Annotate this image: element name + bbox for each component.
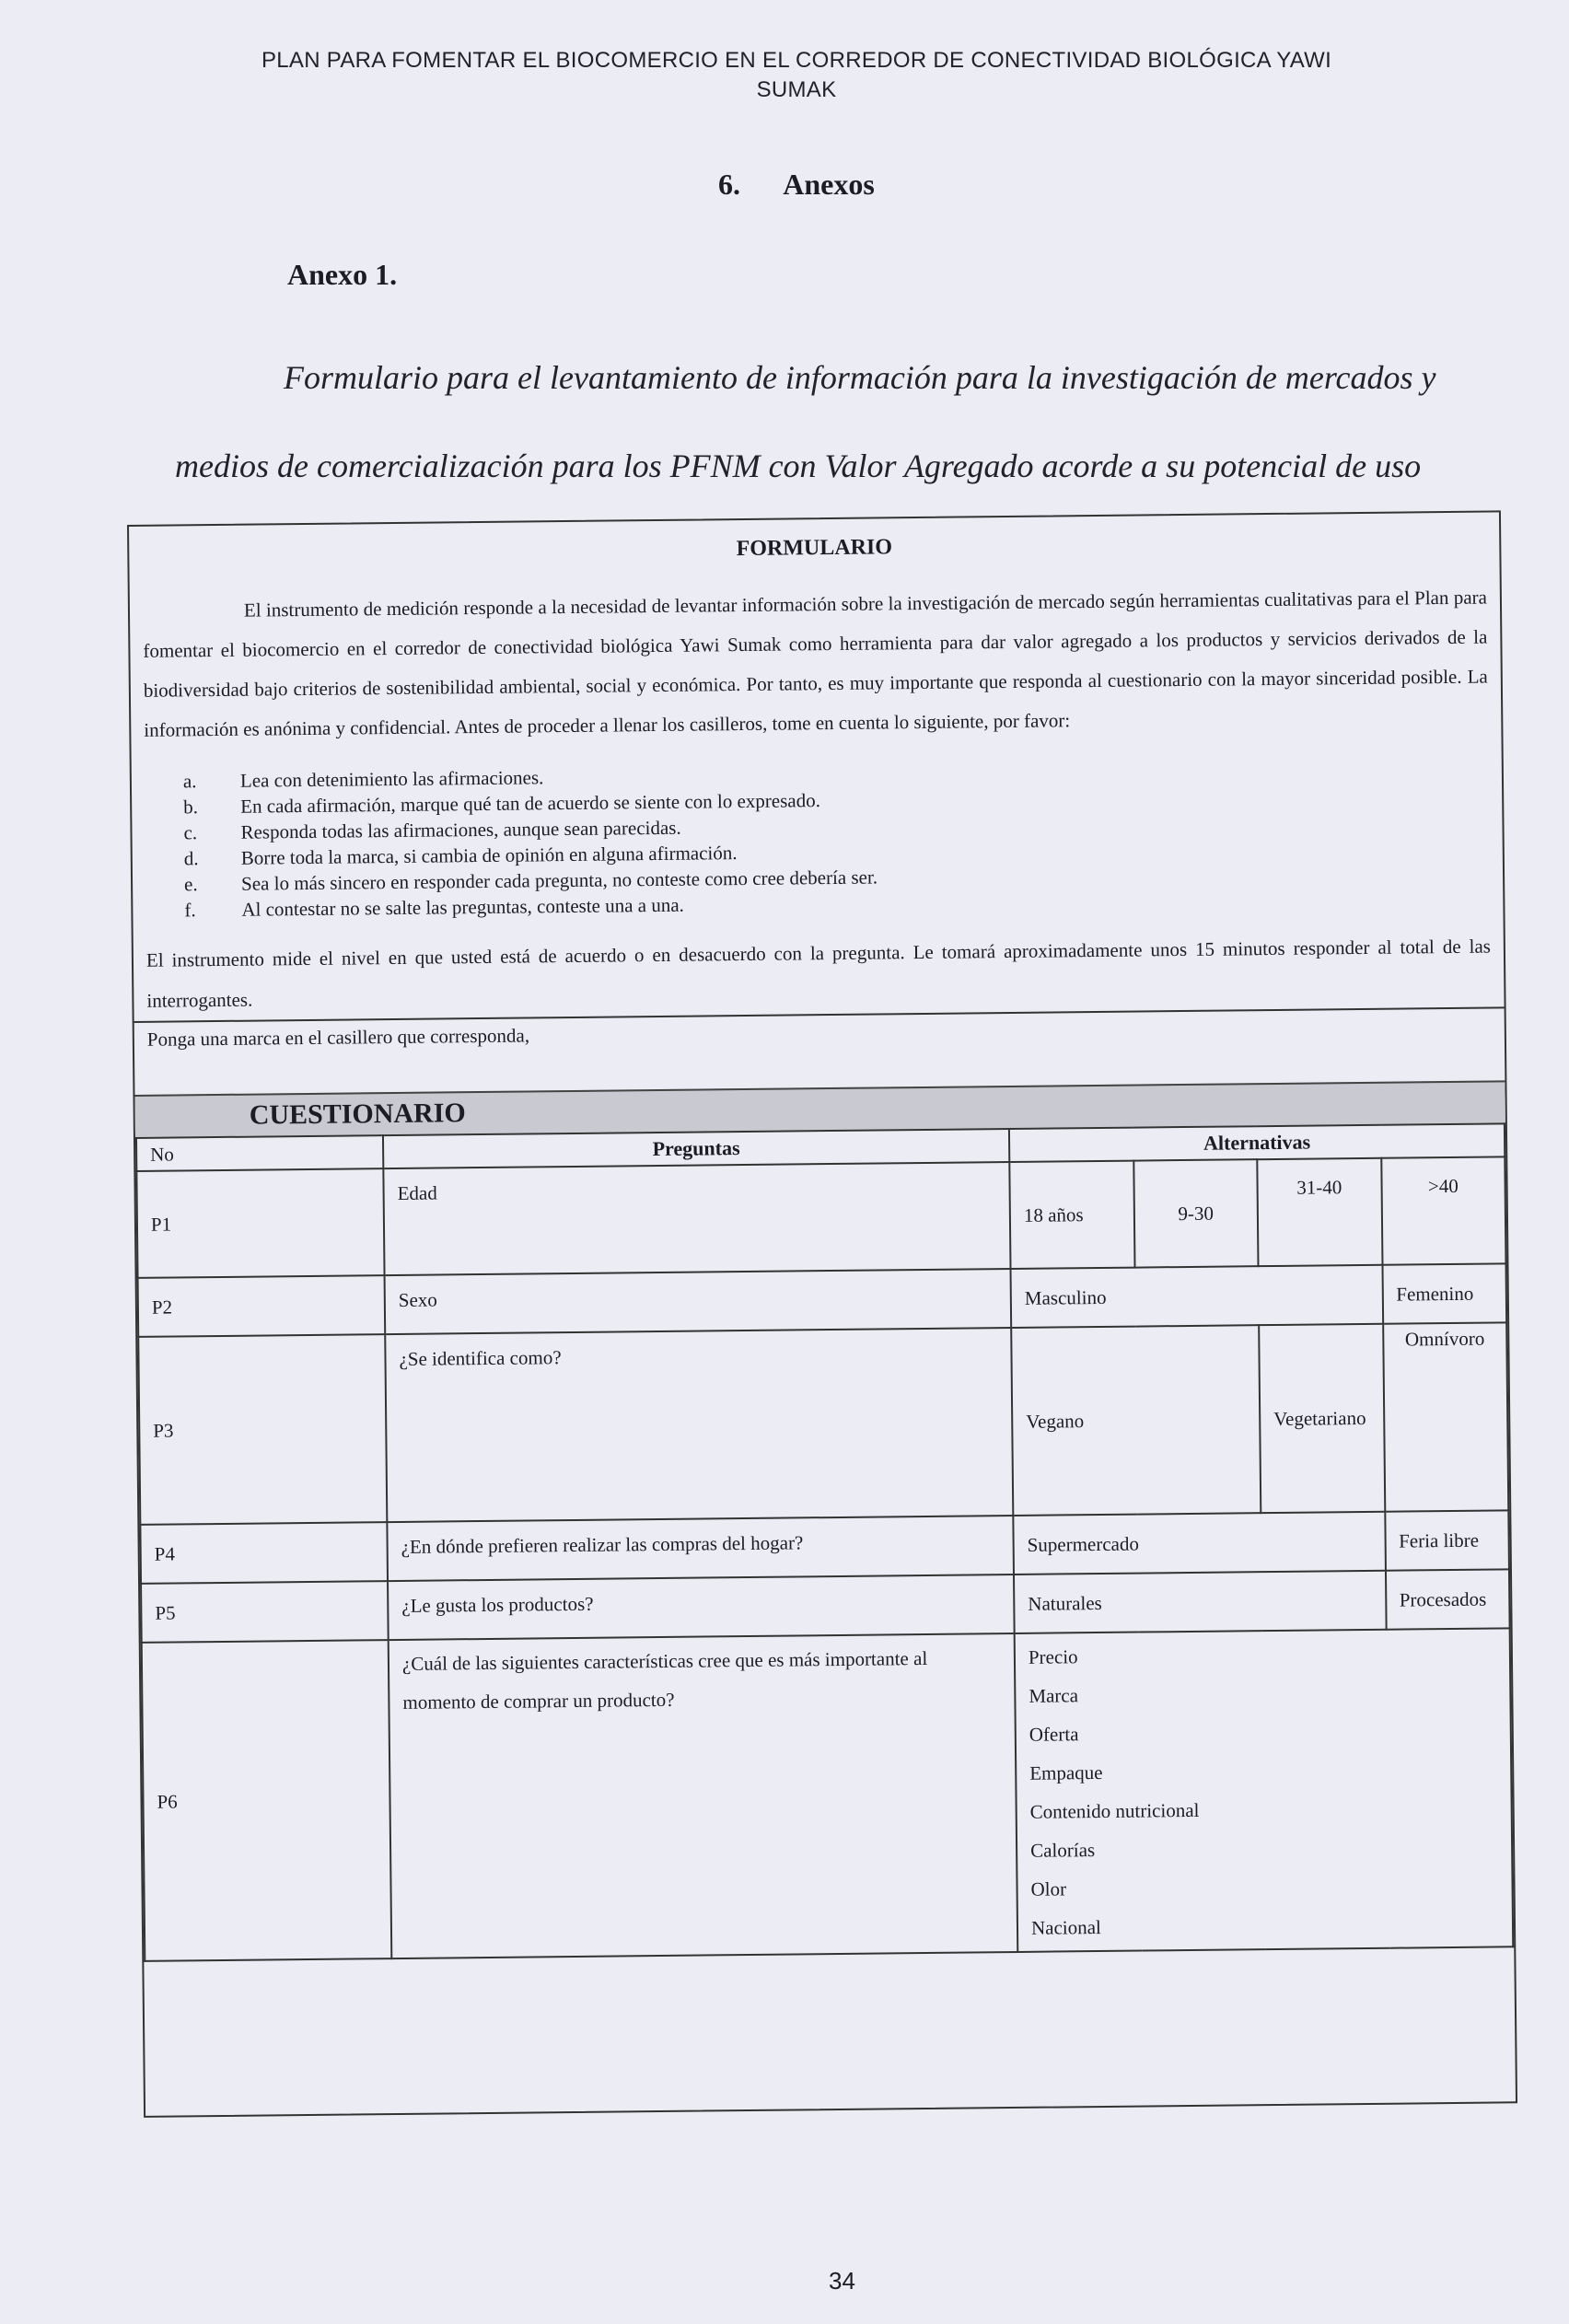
option-item[interactable]: Nacional [1030, 1916, 1101, 1939]
form-intro [143, 578, 1489, 750]
question-text: ¿Se identifica como? [385, 1328, 1013, 1522]
option-list [1029, 1633, 1499, 1946]
column-header-questions: Preguntas [383, 1129, 1009, 1168]
question-number: P6 [142, 1640, 392, 1961]
question-text: Edad [383, 1162, 1010, 1275]
instruction-mark: a. [182, 770, 197, 793]
instruction-mark: e. [183, 873, 198, 896]
document-title-line1: Formulario para el levantamiento de información para la investigación de mercados y [284, 359, 1436, 396]
running-header [184, 46, 1409, 105]
option-cell[interactable]: 31-40 [1257, 1158, 1382, 1266]
option-cell[interactable]: Vegetariano [1259, 1324, 1385, 1513]
instruction-mark: d. [183, 847, 199, 870]
question-number: P3 [138, 1334, 387, 1525]
running-header-line1: PLAN PARA FOMENTAR EL BIOCOMERCIO EN EL CORREDOR DE CONECTIVIDAD BIOLÓGICA YAWI [261, 48, 1332, 73]
section-number: 6. [718, 168, 740, 201]
table-row [138, 1322, 1508, 1525]
instruction-mark: f. [184, 899, 196, 922]
question-number: P5 [141, 1581, 389, 1643]
instruction-text: Lea con detenimiento las afirmaciones. [239, 766, 544, 792]
option-item[interactable]: Marca [1029, 1684, 1079, 1707]
instruction-mark: b. [183, 796, 199, 819]
table-row [142, 1628, 1514, 1961]
table-row [136, 1156, 1505, 1278]
option-list-cell [1015, 1628, 1514, 1952]
document-title-line2: medios de comercialización para los PFNM con Valor Agregado acorde a su potencial de uso [175, 447, 1422, 484]
section-title: Anexos [783, 168, 875, 201]
questionnaire-table [135, 1122, 1514, 1962]
instruction-list [132, 754, 1504, 924]
question-text: ¿Cuál de las siguientes características cree que es más importante al momento de comprar un producto? [389, 1633, 1018, 1958]
option-cell[interactable]: >40 [1381, 1156, 1506, 1264]
form-title: FORMULARIO [736, 535, 893, 562]
instruction-text: En cada afirmación, marque qué tan de acuerdo se siente con lo expresado. [240, 789, 821, 818]
instruction-text: Al contestar no se salte las preguntas, conteste una a una. [241, 893, 684, 921]
questionnaire-title: CUESTIONARIO [134, 1080, 1505, 1137]
option-cell[interactable]: 9-30 [1133, 1159, 1259, 1267]
option-cell[interactable]: Naturales [1014, 1571, 1386, 1633]
instruction-text: Sea lo más sincero en responder cada pregunta, no conteste como cree debería ser. [240, 866, 878, 895]
question-number: P1 [136, 1168, 384, 1278]
option-item[interactable]: Precio [1028, 1645, 1078, 1668]
mark-instruction: Ponga una marca en el casillero que corresponda, [134, 1006, 1505, 1058]
option-cell[interactable]: Femenino [1382, 1263, 1506, 1323]
instruction-mark: c. [183, 821, 198, 844]
question-text: ¿En dónde prefieren realizar las compras del hogar? [387, 1516, 1014, 1581]
option-item[interactable]: Oferta [1029, 1723, 1079, 1746]
form-box [127, 510, 1517, 2118]
annex-label: Anexo 1. [287, 258, 398, 291]
option-cell[interactable]: 18 años [1009, 1161, 1134, 1269]
option-item[interactable]: Olor [1030, 1877, 1067, 1900]
running-header-line2: SUMAK [756, 77, 837, 102]
measure-text: El instrumento mide el nivel en que usted está de acuerdo o en desacuerdo con la pregunta. Le tomará aproximadamente unos 15 minutos responder al total de las interrogantes. [145, 935, 1491, 1012]
instruction-text: Borre toda la marca, si cambia de opinión en alguna afirmación. [240, 842, 738, 869]
option-cell[interactable]: Omnívoro [1383, 1322, 1509, 1511]
column-header-alternatives: Alternativas [1009, 1123, 1505, 1162]
question-text: ¿Le gusta los productos? [388, 1575, 1015, 1640]
option-cell[interactable]: Procesados [1385, 1569, 1509, 1629]
column-header-no: No [136, 1135, 383, 1171]
question-number: P2 [138, 1275, 386, 1337]
instruction-text: Responda todas las afirmaciones, aunque sean parecidas. [240, 816, 681, 843]
option-item[interactable]: Empaque [1029, 1760, 1103, 1784]
option-cell[interactable]: Feria libre [1385, 1510, 1509, 1570]
option-cell[interactable]: Supermercado [1013, 1512, 1385, 1575]
option-item[interactable]: Contenido nutricional [1029, 1798, 1200, 1823]
option-cell[interactable]: Masculino [1011, 1265, 1383, 1328]
option-item[interactable]: Calorías [1030, 1839, 1096, 1862]
document-title [175, 331, 1464, 512]
question-text: Sexo [385, 1269, 1012, 1334]
section-heading [718, 168, 875, 202]
question-number: P4 [140, 1522, 388, 1584]
form-intro-text: El instrumento de medición responde a la necesidad de levantar información sobre la investigación de mercado según herramientas cualitativas para el Plan para fomentar el biocomercio en el corredor de conectividad biológica Yawi Sumak como herramienta para dar valor agregado a los productos y servicios derivados de la biodiversidad bajo criterios de sostenibilidad ambiental, social y económica. Por tanto, es muy importante que responda al cuestionario con la mayor sinceridad posible. La información es anónima y confidencial. Antes de proceder a llenar los casilleros, tome en cuenta lo siguiente, por favor: [143, 586, 1488, 741]
option-cell[interactable]: Vegano [1011, 1325, 1261, 1516]
page-number: 34 [829, 2267, 855, 2295]
